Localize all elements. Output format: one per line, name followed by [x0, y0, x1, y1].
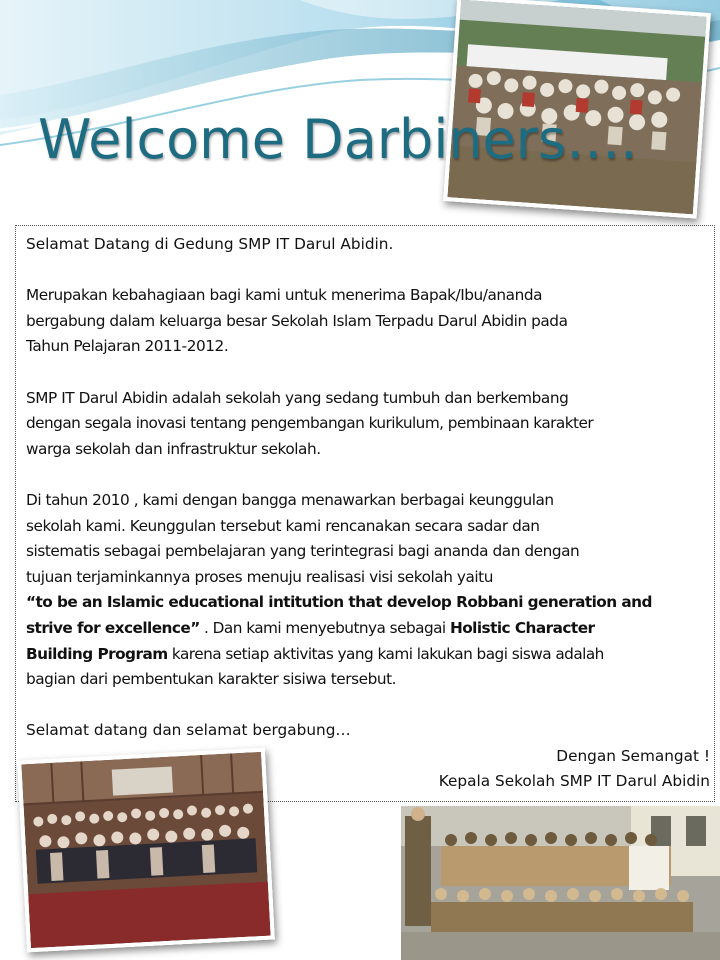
paragraph-1-line: Merupakan kebahagiaan bagi kami untuk menerima Bapak/Ibu/ananda — [26, 286, 543, 305]
paragraph-3-line: sistematis sebagai pembelajaran yang terintegrasi bagi ananda dan dengan — [26, 542, 580, 561]
program-name: Building Program — [26, 644, 168, 663]
greeting-line: Selamat Datang di Gedung SMP IT Darul Abidin. — [26, 235, 394, 253]
signature-line: Kepala Sekolah SMP IT Darul Abidin — [438, 772, 710, 791]
closing-line: Selamat datang dan selamat bergabung… — [26, 721, 351, 740]
group-photo-indoor — [17, 748, 275, 953]
scout-group-photo-image — [401, 806, 720, 960]
scout-group-photo — [401, 806, 720, 960]
paragraph-2-line: SMP IT Darul Abidin adalah sekolah yang sedang tumbuh dan berkembang — [26, 388, 569, 407]
group-photo-indoor-image — [21, 752, 270, 948]
paragraph-3-line — [26, 642, 710, 668]
vision-line: “to be an Islamic educational intitution that develop Robbani generation and — [26, 593, 652, 612]
paragraph-3-line: bagian dari pembentukan karakter sisiwa tersebut. — [26, 670, 397, 689]
welcome-letter — [15, 225, 715, 802]
paragraph-1-line: Tahun Pelajaran 2011-2012. — [26, 337, 229, 356]
letter-content — [26, 232, 710, 795]
paragraph-2-line: dengan segala inovasi tentang pengembangan kurikulum, pembinaan karakter — [26, 414, 594, 433]
paragraph-3-line: tujuan terjaminkannya proses menuju realisasi visi sekolah yaitu — [26, 567, 493, 586]
paragraph-3-text: karena setiap aktivitas yang kami lakukan bagi siswa adalah — [167, 644, 604, 663]
paragraph-3-text: . Dan kami menyebutnya sebagai — [199, 618, 450, 637]
program-name: Holistic Character — [449, 618, 595, 637]
paragraph-1-line: bergabung dalam keluarga besar Sekolah Islam Terpadu Darul Abidin pada — [26, 311, 568, 330]
vision-line — [26, 616, 710, 642]
paragraph-2-line: warga sekolah dan infrastruktur sekolah. — [26, 439, 321, 458]
signoff-line: Dengan Semangat ! — [556, 746, 710, 765]
paragraph-3-line: sekolah kami. Keunggulan tersebut kami rencanakan secara sadar dan — [26, 516, 540, 535]
vision-text: strive for excellence” — [26, 618, 200, 637]
page-title: Welcome Darbiners…. — [38, 108, 638, 171]
paragraph-3-line: Di tahun 2010 , kami dengan bangga menawarkan berbagai keunggulan — [26, 490, 554, 509]
